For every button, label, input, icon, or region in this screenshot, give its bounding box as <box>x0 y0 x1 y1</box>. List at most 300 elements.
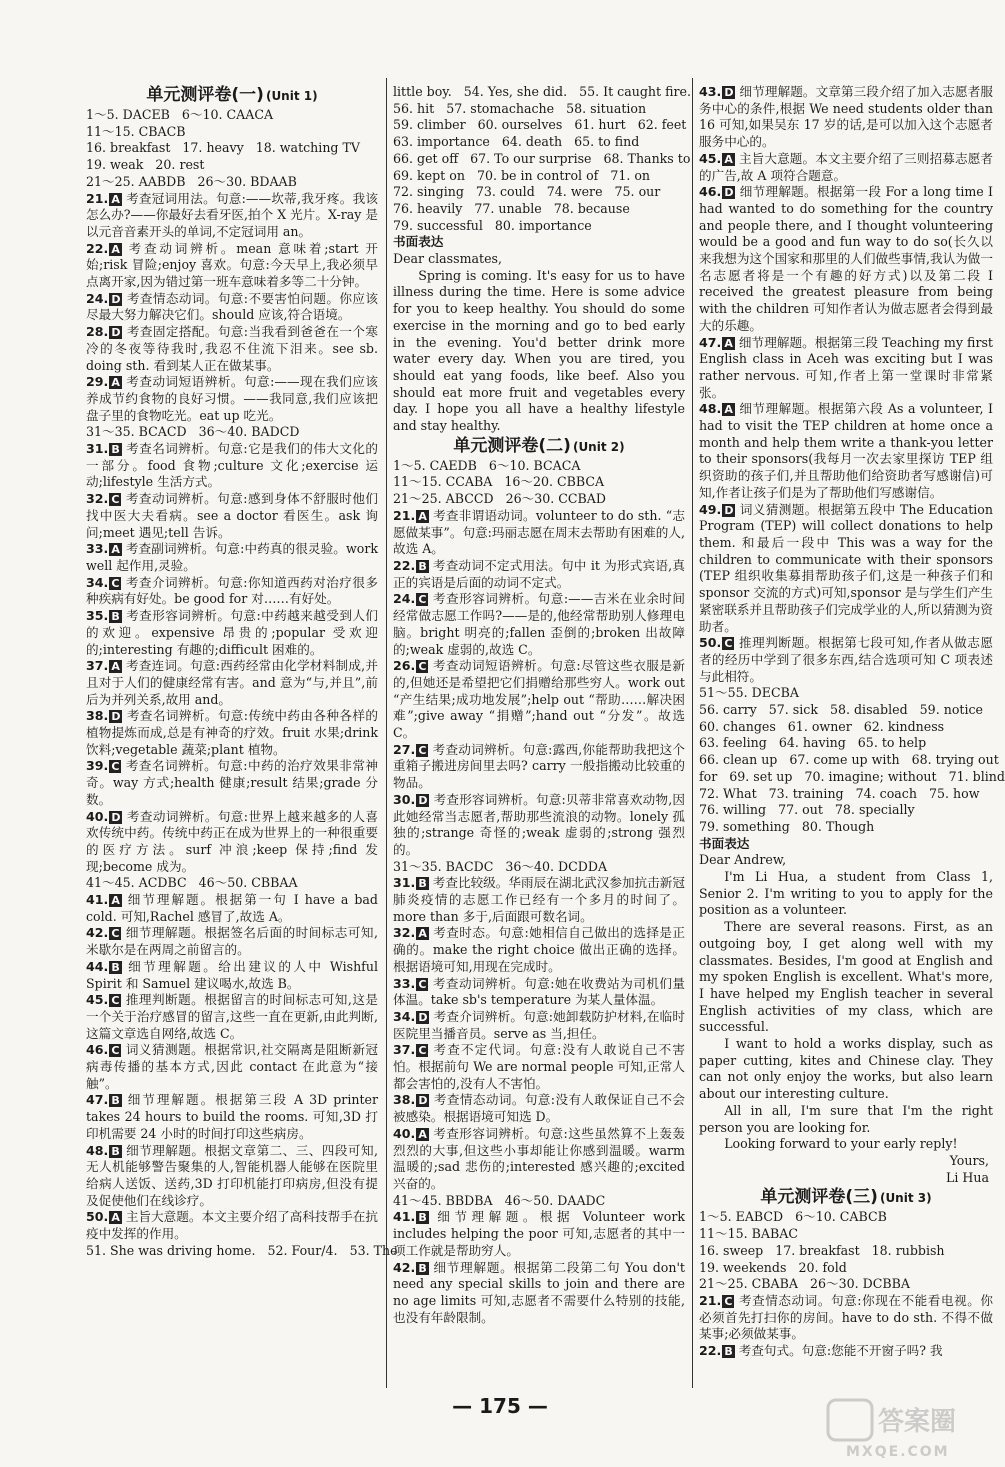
answer-item: 11～15. BABAC <box>699 1226 798 1242</box>
question-number: 37. <box>86 658 109 674</box>
svg-text:答案圈: 答案圈 <box>878 1407 957 1437</box>
answer-row <box>86 157 378 174</box>
explanation-text: 考查动词辨析。句意:她在收费站为司机们量体温。take sb's temperature 为某人量体温。 <box>393 975 685 1008</box>
answer-item: 46～50. DAADC <box>504 1192 606 1208</box>
section-unit-label: (Unit 2) <box>572 439 625 454</box>
answer-item: 54. Yes, she did. <box>463 84 568 99</box>
answer-row <box>393 201 685 218</box>
answer-badge: A <box>111 660 120 674</box>
question-number: 41. <box>86 892 109 908</box>
answer-badge: B <box>111 960 120 974</box>
explanation-text: 考查动词短语辨析。句意:——现在我们应该养成节约食物的良好习惯。——我同意,我们应该把盘子里的食物吃光。eat up 吃光。 <box>86 374 378 423</box>
essay-signature: Yours, <box>949 1153 989 1168</box>
section-title-text: 单元测评卷(一) <box>146 85 264 105</box>
explanation-text: 考查名词辨析。句意:中药的治疗效果非常神奇。way 方式;health 健康;result 结果;grade 分数。 <box>86 758 378 807</box>
answer-badge: A <box>418 927 427 941</box>
explanation-text: 考查动词不定式用法。句中 it 为形式宾语,真正的宾语是后面的动词不定式。 <box>393 557 685 590</box>
explanation-item <box>86 758 378 808</box>
answer-item: 78. because <box>553 200 630 216</box>
question-number: 21. <box>699 1292 722 1308</box>
explanation-text: 考查情态动词。句意:不要害怕问题。你应该尽最大努力解决它们。should 应该,符合语境。 <box>86 290 378 323</box>
explanation-text: 考查介词辨析。句意:你知道西药对治疗很多种疾病有好处。be good for 对……有好处。 <box>86 574 378 607</box>
answer-item: 51. She was driving home. <box>86 1242 256 1258</box>
answer-badge: D <box>724 503 734 517</box>
answer-item: 36～40. BADCD <box>198 424 300 440</box>
section-title-text: 单元测评卷(三) <box>760 1187 878 1208</box>
section-heading: 书面表达 <box>393 234 444 250</box>
answer-item: 76. heavily <box>393 200 463 216</box>
question-number: 33. <box>393 975 416 991</box>
explanation-item <box>699 1343 993 1360</box>
answer-badge: C <box>418 1044 427 1058</box>
answer-item: 46～50. CBBAA <box>198 875 298 891</box>
explanation-item <box>86 491 378 541</box>
answer-badge: A <box>111 242 120 256</box>
answer-item: 65. to find <box>574 134 640 150</box>
explanation-text: 考查名词辨析。句意:它是我们的伟大文化的一部分。food 食物;culture 文化;exercise 运动;lifestyle 生活方式。 <box>86 441 378 490</box>
answer-row <box>86 124 378 141</box>
question-number: 31. <box>393 875 416 891</box>
answer-item: 72. singing <box>393 184 464 200</box>
explanation-text: 主旨大意题。本文主要介绍了高科技帮手在抗疫中发挥的作用。 <box>86 1209 378 1242</box>
explanation-item <box>393 742 685 792</box>
answer-item: 31～35. BCACD <box>86 424 187 440</box>
explanation-item <box>393 875 685 925</box>
explanation-text: 细节理解题。根据第三段 Teaching my first English class in Aceh was exciting but I was rather nervous. 可知,作者上第一堂课时非常紧张。 <box>699 334 993 400</box>
explanation-item <box>86 925 378 958</box>
answer-badge: A <box>111 1211 120 1225</box>
explanation-item <box>86 374 378 424</box>
explanation-text: 细节理解题。根据第二段第二句 You don't need any special skills to join and there are no age limits 可知,志愿者不需要什么特别的技能,也没有年龄限制。 <box>393 1259 685 1325</box>
answer-item: 66. clean up <box>699 752 778 768</box>
column-divider <box>386 78 387 1388</box>
question-number: 26. <box>393 658 416 674</box>
answer-badge: C <box>418 743 427 757</box>
essay-paragraph: I'm Li Hua, a student from Class 1, Senior 2. I'm writing to you to apply for the position as a volunteer. <box>699 869 993 918</box>
column-divider <box>692 78 693 1388</box>
answer-item: 26～30. DCBBA <box>810 1276 910 1292</box>
answer-row <box>393 150 691 168</box>
answer-badge: D <box>724 86 734 99</box>
answer-badge: B <box>418 1211 427 1225</box>
answer-badge: B <box>418 877 427 891</box>
explanation-text: 细节理解题。根据 Volunteer work includes helping the poor 可知,志愿者的其中一项工作就是帮助穷人。 <box>393 1209 685 1258</box>
answer-item: 53. The <box>349 1242 398 1258</box>
answer-badge: A <box>724 403 733 417</box>
answer-item: 58. situation <box>566 100 647 116</box>
answer-row <box>393 134 685 151</box>
answer-row <box>393 859 685 876</box>
answer-item: 26～30. CCBAD <box>505 491 606 507</box>
answer-item: 68. Thanks to <box>603 150 691 166</box>
answer-row <box>699 702 993 719</box>
answer-item: 6～10. BCACA <box>488 457 581 473</box>
answer-badge: C <box>111 760 120 774</box>
question-number: 42. <box>393 1259 416 1275</box>
answer-badge: D <box>111 810 121 824</box>
answer-item: 69. set up <box>729 768 793 784</box>
answer-item: 57. stomachache <box>446 100 555 116</box>
answer-item: 1～5. DACEB <box>86 107 170 122</box>
answer-item: 16. breakfast <box>86 140 171 156</box>
explanation-item <box>86 809 378 876</box>
explanation-item <box>86 1042 378 1092</box>
explanation-item <box>393 508 685 558</box>
answer-badge: D <box>418 1010 428 1024</box>
answer-badge: C <box>418 977 427 991</box>
explanation-item <box>86 441 378 491</box>
answer-row <box>393 101 685 118</box>
answer-badge: C <box>418 593 427 607</box>
answer-item: 62. kindness <box>863 718 945 734</box>
explanation-item <box>86 241 378 291</box>
explanation-text: 考查不定代词。句意:没有人敢说自己不害怕。根据前句 We are normal people 可知,正常人都会害怕的,没有人不害怕。 <box>393 1042 685 1091</box>
answer-item: 11～15. CCABA <box>393 474 493 490</box>
answer-item: 74. were <box>546 184 603 200</box>
question-number: 46. <box>86 1042 109 1058</box>
answer-item: 6～10. CAACA <box>181 107 274 122</box>
answer-badge: C <box>111 576 120 590</box>
answer-item: 21～25. AABDB <box>86 173 186 189</box>
answer-item: 63. importance <box>393 134 490 150</box>
explanation-item <box>393 925 685 975</box>
explanation-text: 考查句式。句意:您能不开窗子吗? 我 <box>738 1343 943 1359</box>
text-line: Dear classmates, <box>393 251 503 267</box>
answer-item: 69. kept on <box>393 167 465 183</box>
explanation-item <box>699 184 993 334</box>
answer-item: 61. hurt <box>574 117 626 133</box>
answer-item: for <box>699 768 718 784</box>
answer-item: 19. weak <box>86 157 144 173</box>
answer-item: 56. carry <box>699 702 757 718</box>
section-unit-label: (Unit 1) <box>265 89 318 103</box>
answer-item: 79. something <box>699 818 790 834</box>
answer-badge: A <box>724 152 733 166</box>
answer-item: 20. rest <box>155 157 205 173</box>
answer-item: 59. notice <box>919 702 983 718</box>
answer-badge: B <box>111 443 120 457</box>
explanation-item <box>393 1092 685 1125</box>
answer-item: 73. training <box>768 785 844 801</box>
answer-row <box>699 735 993 752</box>
answer-item: 74. coach <box>855 785 917 801</box>
answer-badge: A <box>418 509 427 523</box>
explanation-item <box>86 291 378 324</box>
explanation-text: 考查固定搭配。句意:当我看到爸爸在一个寒冷的冬夜等待我时,我忍不住流下泪来。see sb. doing sth. 看到某人正在做某事。 <box>86 324 378 373</box>
answer-item: 1～5. CAEDB <box>393 457 477 473</box>
answer-item: 70. imagine; without <box>804 768 937 784</box>
answer-item: 61. owner <box>787 718 852 734</box>
explanation-item <box>86 708 378 758</box>
explanation-text: 考查形容词辨析。句意:——吉米在业余时间经常做志愿工作吗?——是的,他经常帮助别人修理电脑。bright 明亮的;fallen 歪倒的;broken 出故障的;weak 虚弱的,故选 C。 <box>393 591 685 657</box>
question-number: 44. <box>86 958 109 974</box>
explanation-text: 考查动词辨析。mean 意味着;start 开始;risk 冒险;enjoy 喜欢。句意:今天早上,我必须早点离开家,因为错过第一班车意味着多等二十分钟。 <box>86 240 378 290</box>
explanation-text: 细节理解题。文章第三段介绍了加入志愿者服务中心的条件,根据 We need students older than 16 可知,如果吴东 17 岁的话,是可以加入这个志愿者服务中心的。 <box>699 84 993 150</box>
question-number: 22. <box>393 557 416 573</box>
answer-badge: D <box>418 793 428 807</box>
answer-item: 77. out <box>778 802 823 818</box>
question-number: 47. <box>699 334 722 350</box>
explanation-text: 考查连词。句意:西药经常由化学材料制成,并且对于人们的健康经常有害。and 意为“与,并且”,前后为并列关系,故用 and。 <box>86 658 378 707</box>
answer-badge: A <box>111 543 120 557</box>
explanation-item <box>699 401 993 501</box>
question-number: 28. <box>86 324 109 340</box>
explanation-text: 细节理解题。根据签名后面的时间标志可知,米歇尔是在两周之前留言的。 <box>86 925 378 958</box>
explanation-item <box>393 658 685 742</box>
answer-item: 80. Though <box>801 818 875 834</box>
answer-item: 21～25. ABCCD <box>393 491 494 507</box>
page-number: — 175 — <box>452 1394 548 1418</box>
explanation-text: 考查副词辨析。句意:中药真的很灵验。work well 起作用,灵验。 <box>86 541 378 573</box>
answer-item: 19. weekends <box>699 1259 787 1275</box>
answer-item: 76. willing <box>699 802 767 818</box>
explanation-text: 考查动词辨析。句意:世界上越来越多的人喜欢传统中药。传统中药正在成为世界上的一种很重要的医疗方法。surf 冲浪;keep 保持;find 发现;become 成为。 <box>86 808 378 874</box>
essay-paragraph: There are several reasons. First, as an outgoing boy, I get along well with my classmates. Besides, I'm good at English and my spoken English is excellent. What's more, I have helped my English teacher in several English activities of my class, which are successful. <box>699 919 993 1035</box>
answer-item: 71. on <box>610 167 651 183</box>
explanation-text: 考查非谓语动词。volunteer to do sth. “志愿做某事”。句意:玛丽志愿在周末去帮助有困难的人,故选 A。 <box>393 507 685 557</box>
answer-row <box>699 1209 993 1226</box>
answer-badge: C <box>111 994 120 1008</box>
answer-item: 1～5. EABCD <box>699 1209 784 1225</box>
answer-item: 77. unable <box>474 200 542 216</box>
answer-badge: D <box>111 292 121 306</box>
answer-item: 75. our <box>614 184 661 200</box>
answer-item: 80. importance <box>494 217 592 233</box>
answer-item: 79. successful <box>393 217 483 233</box>
explanation-text: 考查动词辨析。句意:感到身体不舒服时他们找中医大夫看病。see a doctor 看医生。ask 询问;meet 遇见;tell 告诉。 <box>86 491 378 540</box>
answer-row <box>86 424 378 441</box>
explanation-text: 细节理解题。根据第六段 As a volunteer, I had to visit the TEP children at home once a month and help them write a thank-you letter to their sponsors(我每月一次去家里探访 TEP 组织资助的孩子们,并且帮助他们给资助者写感谢信)可知,作者让孩子们是为了帮助他们写感谢信。 <box>699 401 993 500</box>
answer-item: 26～30. BDAAB <box>197 173 297 189</box>
question-number: 38. <box>86 708 109 724</box>
answer-item: 6～10. CABCB <box>795 1209 887 1225</box>
explanation-item <box>86 575 378 608</box>
answer-row <box>699 802 993 819</box>
explanation-item <box>699 335 993 402</box>
answer-badge: D <box>111 326 121 340</box>
explanation-text: 推理判断题。根据第七段可知,作者从做志愿者的经历中学到了很多东西,结合选项可知 C 项表述与此相符。 <box>699 635 993 684</box>
answer-row <box>86 1242 398 1260</box>
explanation-item <box>86 1209 378 1242</box>
answer-row <box>699 685 993 702</box>
answer-badge: A <box>111 894 120 908</box>
answer-badge: C <box>111 927 120 941</box>
question-number: 37. <box>393 1042 416 1058</box>
answer-column-1 <box>86 84 398 1384</box>
explanation-text: 考查形容词辨析。句意:中药越来越受到人们的欢迎。expensive 昂贵的;popular 受欢迎的;interesting 有趣的;difficult 困难的。 <box>86 608 378 657</box>
essay-paragraph: All in all, I'm sure that I'm the right person you are looking for. <box>699 1102 993 1135</box>
question-number: 46. <box>699 184 722 200</box>
answer-badge: B <box>724 1345 733 1359</box>
explanation-item <box>86 541 378 574</box>
explanation-item <box>393 1260 685 1327</box>
explanation-text: 考查介词辨析。句意:她卸载防护材料,在临时医院里当播音员。serve as 当,担任。 <box>393 1008 685 1041</box>
answer-column-2 <box>393 84 691 1384</box>
answer-badge: B <box>418 559 427 573</box>
answer-row <box>699 1243 993 1260</box>
explanation-item <box>393 558 685 591</box>
explanation-item <box>86 959 378 992</box>
answer-item: 18. watching TV <box>255 140 360 156</box>
explanation-item <box>393 792 685 859</box>
answer-row <box>699 752 999 769</box>
answer-badge: C <box>418 660 427 674</box>
explanation-item <box>699 151 993 184</box>
answer-item: 70. be in control of <box>476 167 599 183</box>
explanation-text: 细节理解题。根据第一段 For a long time I had wanted to do something for the country and people there, and I thought volunteering would be a good and fun way to do so(长久以来我想为这个国家和那里的人们做些事情,我认为做一名志愿者将是一个有趣的好方式)以及第二段 I received the greatest pleasure from being with the children 可知作者认为做志愿者会得到最大的乐趣。 <box>699 184 993 333</box>
question-number: 43. <box>699 84 722 99</box>
answer-row <box>393 84 691 101</box>
answer-row <box>393 474 685 491</box>
answer-item: 16～20. CBBCA <box>504 474 605 490</box>
answer-item: 21～25. CBABA <box>699 1276 798 1292</box>
answer-badge: B <box>111 1144 120 1158</box>
explanation-text: 考查动词辨析。句意:露西,你能帮助我把这个重箱子搬进房间里去吗? carry 一般指搬动比较重的物品。 <box>393 741 685 791</box>
answer-item: 67. come up with <box>789 752 900 768</box>
answer-item: 60. changes <box>699 718 776 734</box>
answer-item: 66. get off <box>393 150 459 166</box>
svg-text:MXQE.COM: MXQE.COM <box>846 1444 950 1460</box>
explanation-text: 细节理解题。根据第三段 A 3D printer takes 24 hours to build the rooms. 可知,3D 打印机需要 24 小时的时间打印这些病房。 <box>86 1092 378 1141</box>
answer-badge: C <box>724 637 733 651</box>
question-number: 32. <box>393 925 416 941</box>
question-number: 30. <box>393 791 416 807</box>
answer-item: 17. heavy <box>182 140 244 156</box>
answer-item: 71. blind <box>948 768 1005 784</box>
explanation-item <box>393 1209 685 1259</box>
answer-badge: D <box>724 186 734 200</box>
answer-badge: C <box>724 1294 733 1308</box>
answer-item: 75. how <box>928 785 980 801</box>
answer-badge: C <box>111 493 120 507</box>
answer-item: 56. hit <box>393 100 435 116</box>
explanation-item <box>393 1126 685 1193</box>
explanation-text: 考查情态动词。句意:没有人敢保证自己不会被感染。根据语境可知选 D。 <box>393 1092 685 1125</box>
answer-item: 55. It caught fire. <box>579 84 691 99</box>
question-number: 31. <box>86 441 109 457</box>
section-unit-label: (Unit 3) <box>879 1191 932 1206</box>
explanation-item <box>699 502 993 636</box>
answer-row <box>699 1260 993 1277</box>
explanation-item <box>393 976 685 1009</box>
answer-item: 62. feet <box>637 117 687 133</box>
answer-row <box>393 491 685 508</box>
answer-row <box>86 875 378 892</box>
essay-signature: Li Hua <box>946 1169 989 1185</box>
question-number: 48. <box>86 1142 109 1158</box>
question-number: 21. <box>393 507 416 523</box>
essay-paragraph: Spring is coming. It's easy for us to have illness during the time. Here is some advice for you to keep healthy. You should do some exercise in the morning and go to bed early in the evening. You'd better drink more water every day. When you are tired, you should eat yang foods, like beef. Also you should eat more fruit and vegetables every day. I hope you all have a healthy lifestyle and stay healthy. <box>393 267 685 434</box>
explanation-item <box>86 191 378 241</box>
explanation-item <box>393 591 685 658</box>
text-line: Dear Andrew, <box>699 852 787 868</box>
explanation-item <box>699 1293 993 1343</box>
answer-item: 63. feeling <box>699 735 767 751</box>
answer-row <box>393 458 685 475</box>
answer-row <box>393 117 685 134</box>
answer-badge: B <box>111 610 120 624</box>
watermark-logo <box>826 1398 986 1460</box>
question-number: 41. <box>393 1209 416 1225</box>
section-title <box>86 84 378 107</box>
answer-item: 64. death <box>501 134 563 150</box>
explanation-item <box>393 1009 685 1042</box>
section-title-text: 单元测评卷(二) <box>453 435 571 456</box>
question-number: 48. <box>699 401 722 417</box>
answer-item: 58. disabled <box>829 702 908 718</box>
explanation-text: 考查形容词辨析。句意:贝蒂非常喜欢动物,因此她经常当志愿者,帮助那些流浪的动物。lonely 孤独的;strange 奇怪的;weak 虚弱的;strong 强烈的。 <box>393 791 685 857</box>
answer-badge: D <box>111 710 121 724</box>
question-number: 50. <box>699 635 722 651</box>
question-number: 24. <box>86 290 109 306</box>
explanation-text: 词义猜测题。根据常识,社交隔离是阻断新冠病毒传播的基本方式,因此 contact 在此意为“接触”。 <box>86 1042 378 1091</box>
answer-item: 36～40. DCDDA <box>505 858 608 874</box>
answer-badge: A <box>111 376 120 390</box>
explanation-text: 细节理解题。根据文章第二、三、四段可知,无人机能够警告聚集的人,智能机器人能够在医院里给病人送饭、送药,3D 打印机能打印病房,但没有提及促使他们在线诊疗。 <box>86 1142 378 1208</box>
answer-item: 59. climber <box>393 117 466 133</box>
answer-item: 68. trying out <box>911 752 999 768</box>
explanation-text: 细节理解题。给出建议的人中 Wishful Spirit 和 Samuel 建议喝水,故选 B。 <box>86 958 378 991</box>
question-number: 29. <box>86 374 109 390</box>
answer-row <box>699 819 993 836</box>
question-number: 22. <box>86 240 109 256</box>
question-number: 45. <box>86 992 109 1008</box>
question-number: 45. <box>699 150 722 166</box>
question-number: 40. <box>86 808 109 824</box>
explanation-text: 考查时态。句意:她相信自己做出的选择是正确的。make the right choice 做出正确的选择。根据语境可知,用现在完成时。 <box>393 925 685 974</box>
answer-item: 41～45. ACDBC <box>86 875 187 891</box>
answer-item: 64. having <box>778 735 846 751</box>
explanation-text: 细节理解题。根据第一句 I have a bad cold. 可知,Rachel 感冒了,故选 A。 <box>86 892 378 924</box>
explanation-text: 考查冠词用法。句意:——坎蒂,我牙疼。我该怎么办?——你最好去看牙医,拍个 X 光片。X-ray 是以元音音素开头的单词,不定冠词用 an。 <box>86 190 378 239</box>
explanation-item <box>86 1092 378 1142</box>
explanation-item <box>393 1042 685 1092</box>
explanation-text: 考查名词辨析。句意:传统中药由各种各样的植物提炼而成,总是有神奇的疗效。fruit 水果;drink 饮料;vegetable 蔬菜;plant 植物。 <box>86 708 378 757</box>
answer-badge: B <box>111 1094 120 1108</box>
answer-item: 57. sick <box>768 702 818 718</box>
question-number: 27. <box>393 741 416 757</box>
question-number: 33. <box>86 541 109 557</box>
answer-row <box>393 1193 685 1210</box>
answer-row <box>393 168 685 185</box>
answer-row <box>393 184 685 201</box>
question-number: 34. <box>86 574 109 590</box>
explanation-item <box>86 608 378 658</box>
answer-badge: A <box>724 336 733 350</box>
answer-item: 18. rubbish <box>871 1242 945 1258</box>
answer-item: 78. specially <box>834 802 915 818</box>
question-number: 38. <box>393 1092 416 1108</box>
explanation-text: 词义猜测题。根据第五段中 The Education Program (TEP) will collect donations to help them. 和最后一段中 This was a way for the children to communicate with their sponsors (TEP 组织收集募捐帮助孩子们,这是一种孩子们和 sponsor 交流的方式)可知,sponsor 是与学生们产生紧密联系并且帮助孩子们完成学业的人,所以猜测为资助者。 <box>699 501 993 634</box>
question-number: 32. <box>86 491 109 507</box>
answer-item: little boy. <box>393 84 452 99</box>
answer-row <box>86 107 378 124</box>
question-number: 40. <box>393 1125 416 1141</box>
question-number: 34. <box>393 1008 416 1024</box>
explanation-item <box>86 1143 378 1210</box>
answer-row <box>393 218 685 235</box>
answer-item: 51～55. DECBA <box>699 685 799 701</box>
explanation-item <box>86 324 378 374</box>
section-title <box>699 1186 993 1209</box>
explanation-item <box>86 658 378 708</box>
explanation-text: 主旨大意题。本文主要介绍了三则招募志愿者的广告,故 A 项符合题意。 <box>699 150 993 183</box>
explanation-item <box>699 84 993 151</box>
answer-badge: C <box>111 1044 120 1058</box>
explanation-item <box>699 635 993 685</box>
answer-badge: D <box>418 1094 428 1108</box>
answer-item: 72. What <box>699 785 757 801</box>
